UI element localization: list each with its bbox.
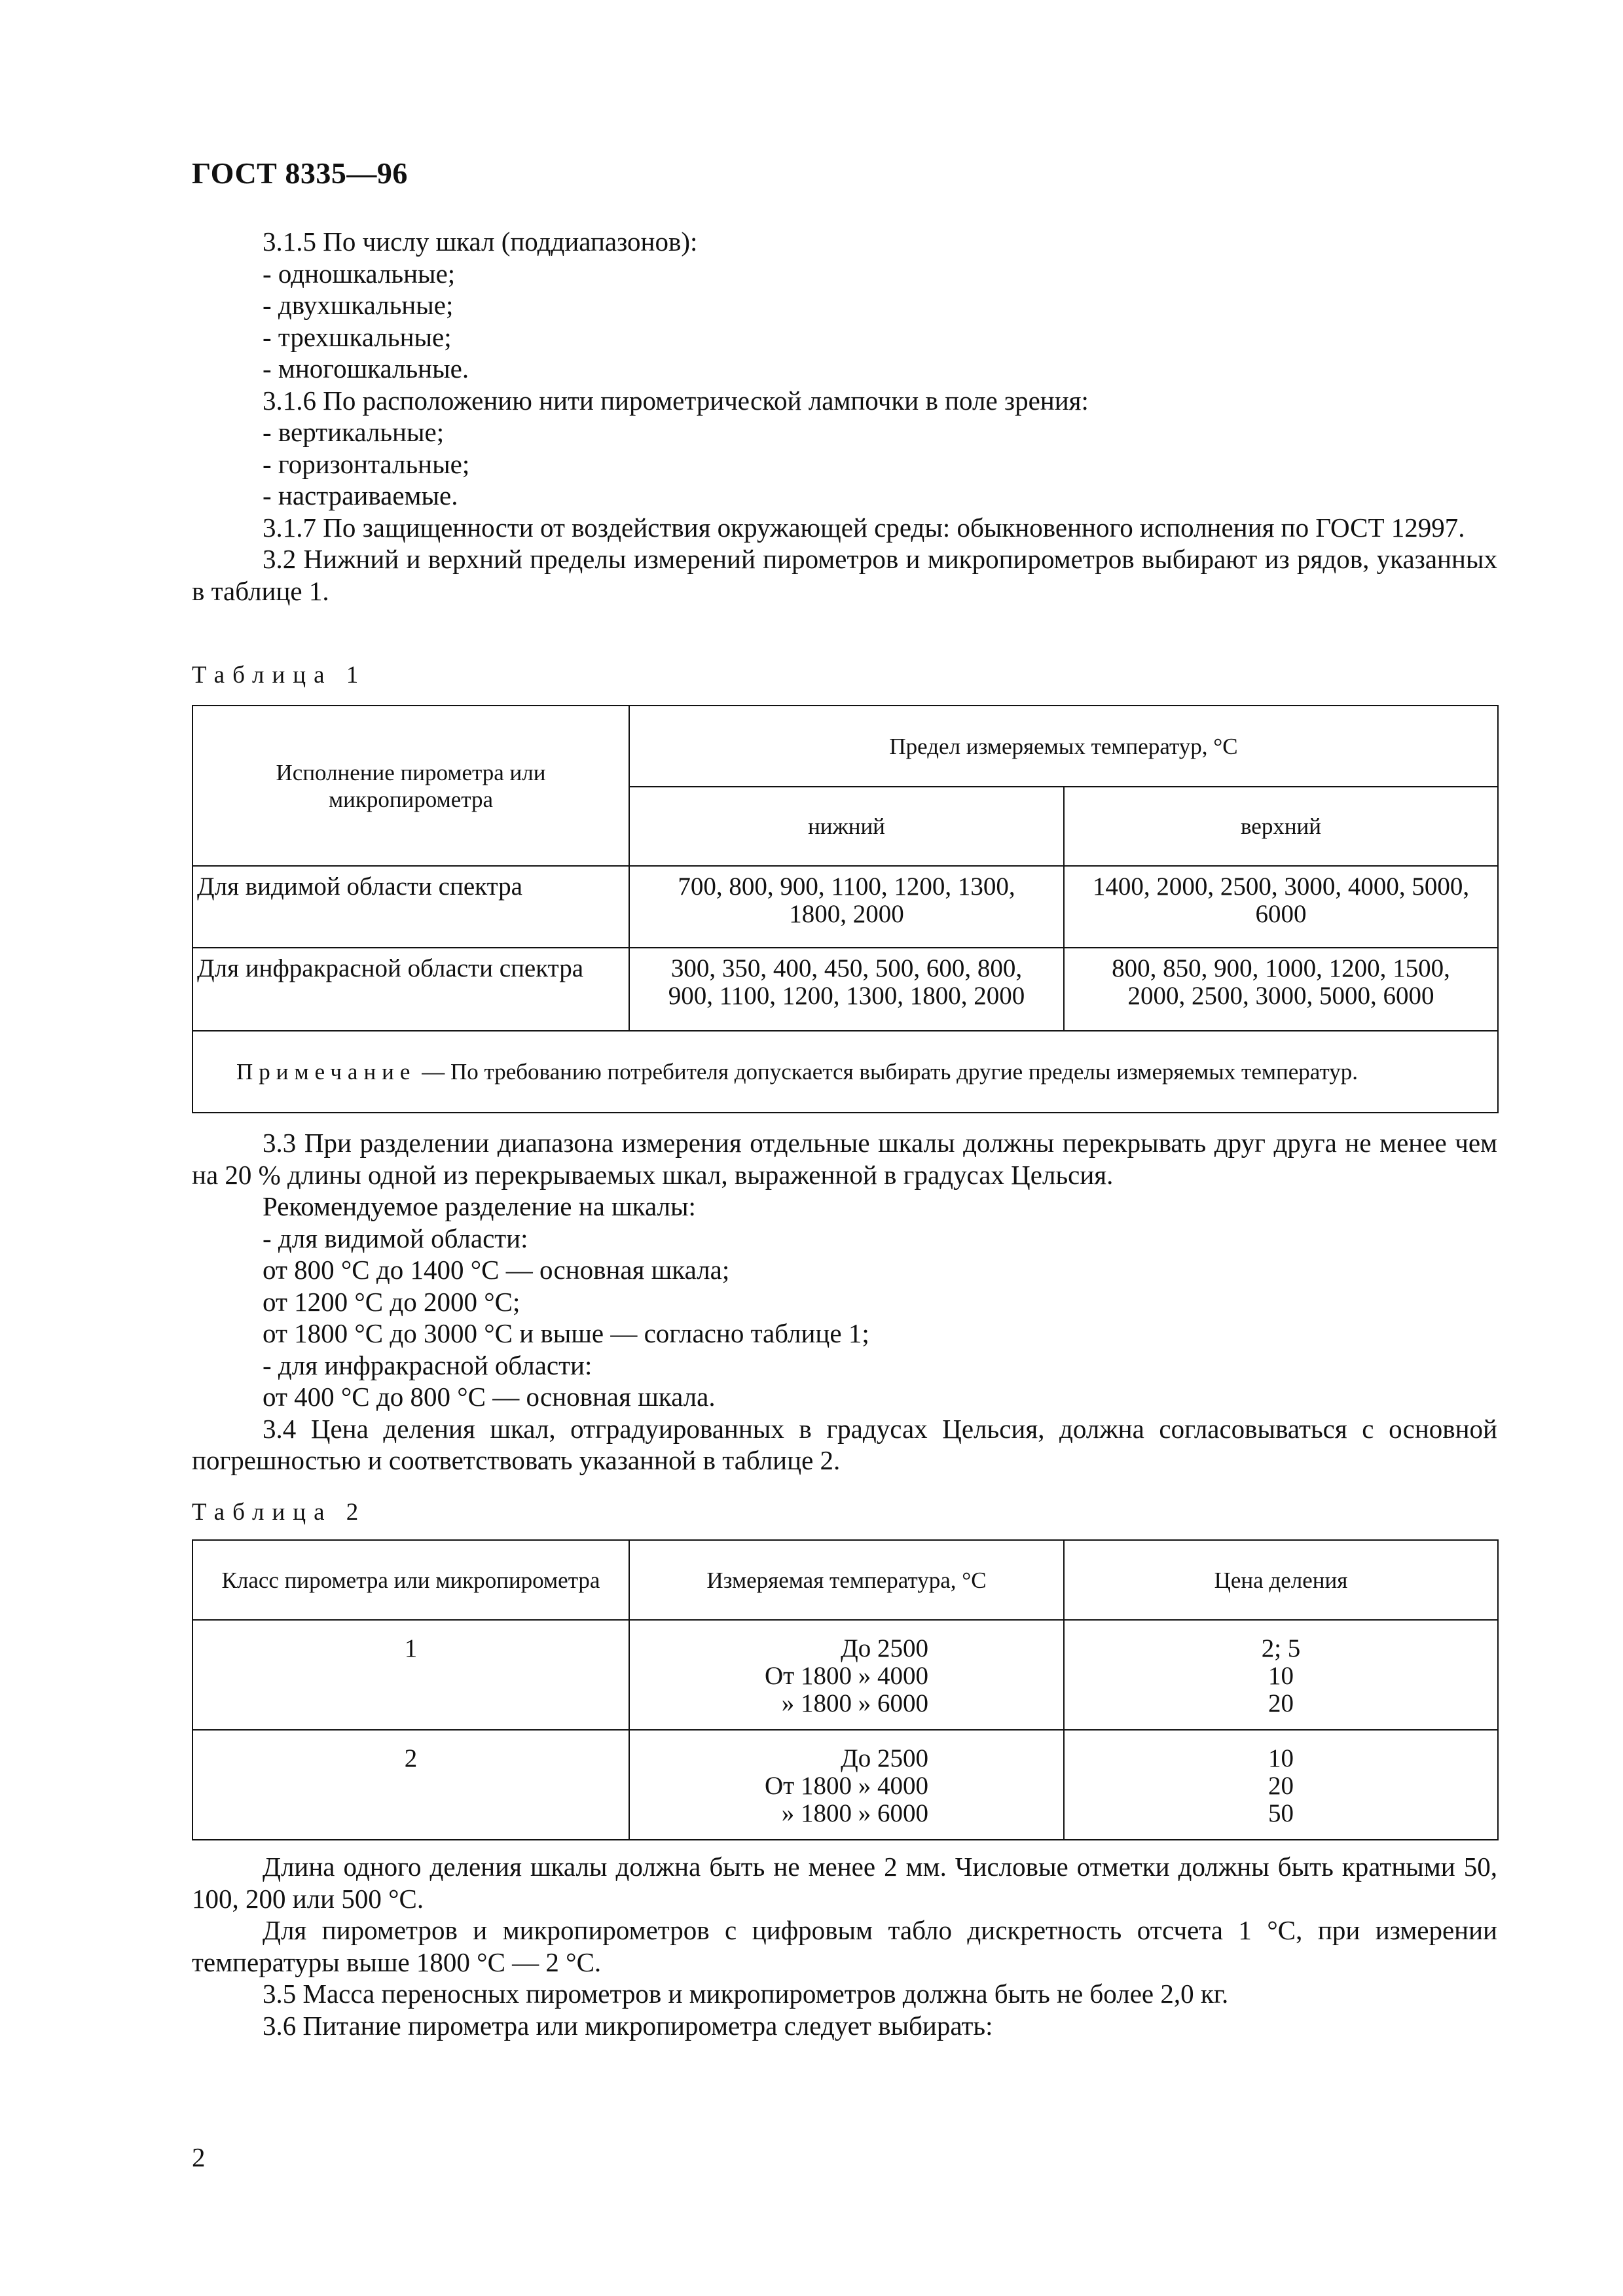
table-row xyxy=(192,948,1498,1031)
table2-cell-class: 1 xyxy=(192,1620,629,1730)
paragraph-division-length: Длина одного деления шкалы должна быть не менее 2 мм. Числовые отметки должны быть кратными 50, 100, 200 или 500 °С. xyxy=(192,1852,1497,1914)
list-item: от 1800 °С до 3000 °С и выше — согласно таблице 1; xyxy=(263,1318,869,1348)
division-list xyxy=(1068,1745,1493,1827)
table-row xyxy=(192,1730,1498,1840)
section-3-4-cont xyxy=(192,1851,1497,2041)
temperature-value: От 1800 » 4000 xyxy=(765,1772,928,1800)
list-item: - одношкальные; xyxy=(263,258,456,289)
table1-cell-low: 300, 350, 400, 450, 500, 600, 800, 900, 1100, 1200, 1300, 1800, 2000 xyxy=(629,948,1064,1031)
division-value: 10 xyxy=(1268,1744,1294,1772)
table2-cell-division xyxy=(1064,1620,1498,1730)
list-item: - трехшкальные; xyxy=(263,321,452,352)
temperature-list xyxy=(765,1635,928,1717)
paragraph-digital-display: Для пирометров и микропирометров с цифровым табло дискретность отсчета 1 °С, при измерении температуры выше 1800 °С — 2 °С. xyxy=(192,1915,1497,1977)
paragraph-3-2: 3.2 Нижний и верхний пределы измерений пирометров и микропирометров выбирают из рядов, указанных в таблице 1. xyxy=(192,544,1497,606)
division-list xyxy=(1068,1635,1493,1717)
temperature-value: До 2500 xyxy=(841,1744,928,1772)
table2-header-division: Цена деления xyxy=(1064,1540,1498,1620)
table1-note xyxy=(192,1031,1498,1113)
table2-caption: Таблица 2 xyxy=(192,1499,367,1526)
list-item: - горизонтальные; xyxy=(263,448,470,479)
list-item: от 1200 °С до 2000 °С; xyxy=(263,1286,520,1317)
temperature-value: От 1800 » 4000 xyxy=(765,1662,928,1690)
table2-cell-temps xyxy=(629,1730,1064,1840)
temperature-value: » 1800 » 6000 xyxy=(781,1799,928,1827)
table2-header-temperature: Измеряемая температура, °С xyxy=(629,1540,1064,1620)
table1-caption: Таблица 1 xyxy=(192,662,367,689)
table1-cell-high: 800, 850, 900, 1000, 1200, 1500, 2000, 2500, 3000, 5000, 6000 xyxy=(1064,948,1498,1031)
temperature-value: » 1800 » 6000 xyxy=(781,1689,928,1717)
temperature-list xyxy=(765,1745,928,1827)
page-number: 2 xyxy=(192,2142,206,2172)
paragraph-3-5: 3.5 Масса переносных пирометров и микропирометров должна быть не более 2,0 кг. xyxy=(263,1979,1229,2009)
list-item: - для инфракрасной области: xyxy=(263,1350,593,1380)
document-header: ГОСТ 8335—96 xyxy=(192,156,408,190)
list-item: Рекомендуемое разделение на шкалы: xyxy=(263,1191,696,1221)
table1-note-text: — По требованию потребителя допускается выбирать другие пределы измеряемых температур. xyxy=(416,1058,1358,1085)
table1-cell-name: Для инфракрасной области спектра xyxy=(192,948,629,1031)
table1-header-upper: верхний xyxy=(1064,787,1498,866)
division-value: 20 xyxy=(1268,1689,1294,1717)
table1-note-label: Примечание xyxy=(236,1058,416,1085)
section-3-1 xyxy=(192,226,1497,607)
division-value: 20 xyxy=(1268,1772,1294,1800)
table1-header-range: Предел измеряемых температур, °С xyxy=(629,706,1498,787)
paragraph-3-1-7: 3.1.7 По защищенности от воздействия окружающей среды: обыкновенного исполнения по ГОСТ 12997. xyxy=(263,512,1465,543)
list-item: - многошкальные. xyxy=(263,353,469,384)
table2-header-class: Класс пирометра или микропирометра xyxy=(192,1540,629,1620)
section-3-3 xyxy=(192,1127,1497,1477)
table-1 xyxy=(192,705,1499,1113)
list-item: от 400 °С до 800 °С — основная шкала. xyxy=(263,1382,716,1412)
list-item: - для видимой области: xyxy=(263,1223,528,1253)
table1-cell-low: 700, 800, 900, 1100, 1200, 1300, 1800, 2000 xyxy=(629,866,1064,948)
table1-header-execution: Исполнение пирометра или микропирометра xyxy=(192,706,629,866)
table1-cell-name: Для видимой области спектра xyxy=(192,866,629,948)
paragraph-3-1-5: 3.1.5 По числу шкал (поддиапазонов): xyxy=(263,226,698,257)
paragraph-3-3: 3.3 При разделении диапазона измерения отдельные шкалы должны перекрывать друг друга не менее чем на 20 % длины одной из перекрываемых шкал, выраженной в градусах Цельсия. xyxy=(192,1128,1497,1190)
table2-cell-class: 2 xyxy=(192,1730,629,1840)
list-item: - настраиваемые. xyxy=(263,480,458,511)
division-value: 10 xyxy=(1268,1662,1294,1690)
list-item: - двухшкальные; xyxy=(263,290,454,320)
table-row xyxy=(192,866,1498,948)
temperature-value: До 2500 xyxy=(841,1634,928,1662)
paragraph-3-1-6: 3.1.6 По расположению нити пирометрической лампочки в поле зрения: xyxy=(263,385,1089,416)
table1-cell-high: 1400, 2000, 2500, 3000, 4000, 5000, 6000 xyxy=(1064,866,1498,948)
paragraph-3-4: 3.4 Цена деления шкал, отградуированных в градусах Цельсия, должна согласовываться с основной погрешностью и соответствовать указанной в таблице 2. xyxy=(192,1413,1497,1475)
list-item: - вертикальные; xyxy=(263,417,445,447)
table2-cell-temps xyxy=(629,1620,1064,1730)
division-value: 50 xyxy=(1268,1799,1294,1827)
table-row xyxy=(192,1620,1498,1730)
table2-cell-division xyxy=(1064,1730,1498,1840)
paragraph-3-6: 3.6 Питание пирометра или микропирометра следует выбирать: xyxy=(263,2010,993,2041)
list-item: от 800 °С до 1400 °С — основная шкала; xyxy=(263,1255,730,1285)
division-value: 2; 5 xyxy=(1261,1634,1301,1662)
table-2 xyxy=(192,1539,1499,1840)
table1-header-lower: нижний xyxy=(629,787,1064,866)
